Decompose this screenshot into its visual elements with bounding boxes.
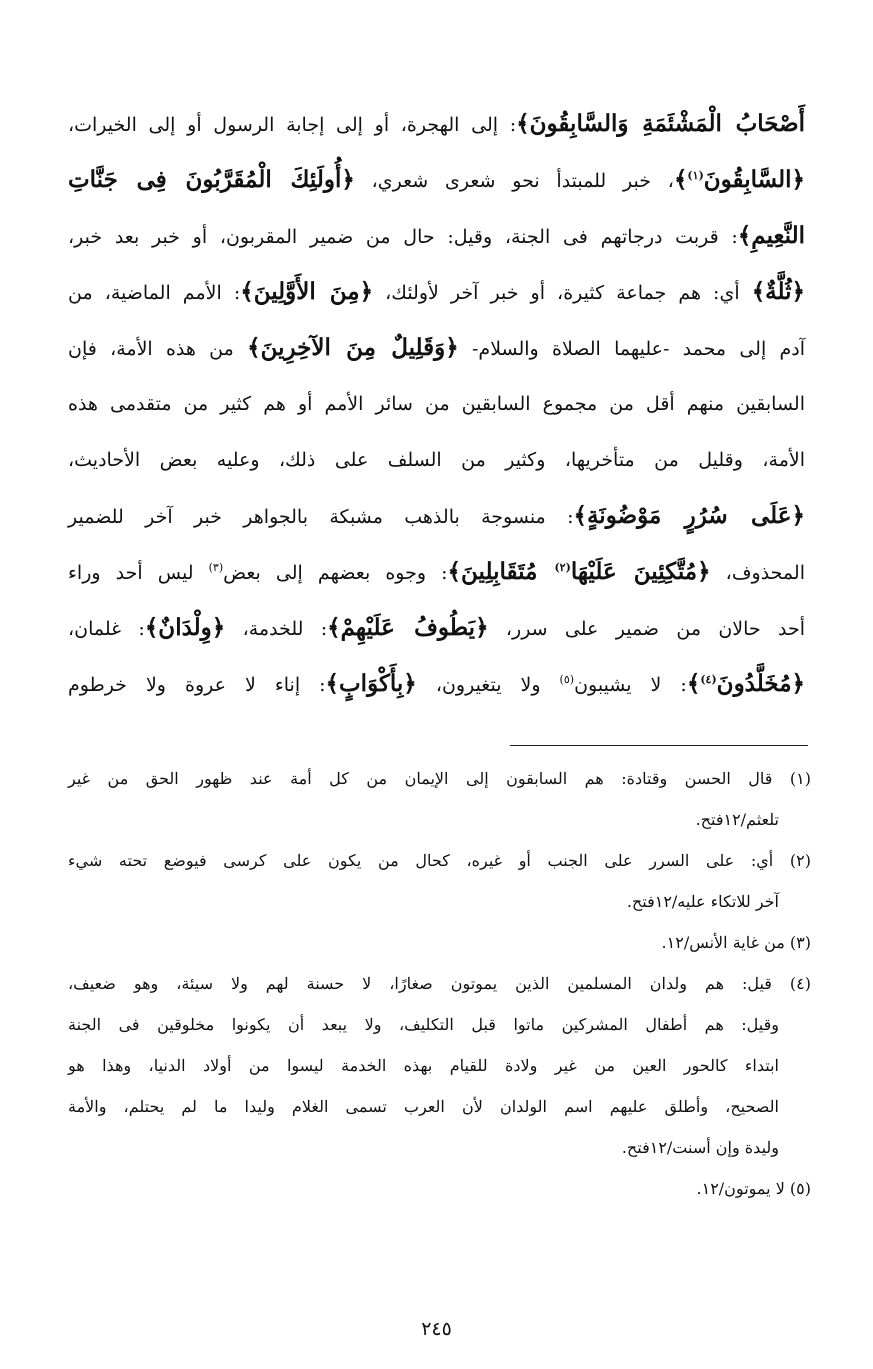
bracket: ﴾ [686, 670, 701, 697]
quran-word: مُتَقَابِلِينَ﴾ [447, 558, 555, 585]
quran-phrase [448, 558, 711, 585]
commentary-text: السابقين منهم أقل من مجموع السابقين من سائر الأمم أو هم كثير من متقدمى هذه [68, 393, 805, 415]
commentary-text: : منسوجة بالذهب مشبكة بالجواهر خبر آخر للضمير [68, 506, 574, 528]
quran-phrase: ﴿بِأَكْوَابٍ﴾ [325, 670, 417, 697]
page-number: ٢٤٥ [421, 1318, 452, 1340]
quran-phrase: ﴿وِلْدَانٌ﴾ [144, 614, 226, 641]
commentary-text: : غلمان، [68, 618, 145, 640]
text-line [68, 208, 805, 264]
footnote-separator [510, 745, 808, 746]
text-line [68, 488, 805, 544]
main-commentary [68, 96, 805, 712]
footnote-5 [68, 1168, 811, 1209]
footnote-line: (٤) قيل: هم ولدان المسلمين الذين يموتون صغارًا، لا حسنة لهم ولا سيئة، وهو ضعيف، [68, 974, 811, 993]
footnote-line: وقيل: هم أطفال المشركين ماتوا قبل التكليف، ولا يبعد أن يكونوا مخلوقين فى الجنة [68, 1015, 779, 1034]
footnote-ref: (٢) [554, 561, 571, 574]
commentary-text: : إناء لا عروة ولا خرطوم [68, 674, 326, 696]
footnote-1 [68, 758, 811, 840]
footnote-ref: (٣) [208, 561, 224, 574]
quran-phrase: ﴿يَطُوفُ عَلَيْهِمْ﴾ [327, 614, 489, 641]
quran-word: ﴿السَّابِقُونَ [703, 166, 805, 193]
footnote-line: وليدة وإن أسنت/١٢فتح. [621, 1138, 779, 1157]
footnote-ref: (٤) [700, 673, 717, 686]
footnote-line: الصحيح، وأطلق عليهم اسم الولدان لأن العرب تسمى الغلام وليدا ما لم يحتلم، والأمة [68, 1097, 779, 1116]
footnotes [68, 758, 811, 1209]
quran-word: ﴿مُخَلَّدُونَ [716, 670, 805, 697]
quran-phrase: ﴿وَقَلِيلٌ مِنَ الآخِرِينَ﴾ [247, 334, 459, 361]
commentary-text: : قربت درجاتهم فى الجنة، وقيل: حال من ضمير المقربون، أو خبر بعد خبر، [68, 226, 738, 248]
text-line [68, 264, 805, 320]
footnote-line: تلعثم/١٢فتح. [695, 810, 779, 829]
footnote-line: (٣) من غاية الأنس/١٢. [661, 933, 811, 952]
text-line [68, 656, 805, 712]
footnote-3 [68, 922, 811, 963]
commentary-text: أحد حالان من ضمير على سرر، [488, 618, 806, 640]
footnote-ref: (٥) [559, 673, 575, 686]
bracket: ﴾ [673, 166, 688, 193]
commentary-text: : الأمم الماضية، من [68, 282, 241, 304]
text-line [68, 432, 805, 488]
quran-phrase: النَّعِيمِ﴾ [737, 222, 805, 249]
footnote-2 [68, 840, 811, 922]
footnote-line: (١) قال الحسن وقتادة: هم السابقون إلى الإيمان من كل أمة عند ظهور الحق من غير [68, 769, 811, 788]
commentary-text: من هذه الأمة، فإن [68, 338, 248, 360]
quran-word: ﴿مُتَّكِئِينَ عَلَيْهَا [570, 558, 711, 585]
commentary-text: : للخدمة، [225, 618, 328, 640]
footnote-line: آخر للاتكاء عليه/١٢فتح. [626, 892, 779, 911]
commentary-text: أي: هم جماعة كثيرة، أو خبر آخر لأولئك، [373, 282, 752, 304]
quran-phrase: ﴿عَلَى سُرُرٍ مَوْضُونَةٍ﴾ [573, 502, 805, 529]
quran-phrase [674, 166, 805, 193]
quran-phrase: أَصْحَابُ الْمَشْئَمَةِ وَالسَّابِقُونَ﴾ [516, 110, 806, 137]
commentary-text: الأمة، وقليل من متأخريها، وكثير من السلف على ذلك، وعليه بعض الأحاديث، [68, 449, 805, 471]
quran-phrase: ﴿أُولَئِكَ الْمُقَرَّبُونَ فِى جَنَّاتِ [68, 166, 355, 193]
text-line [68, 96, 805, 152]
footnote-line: (٢) أي: على السرر على الجنب أو غيره، كحال من يكون على كرسى فيوضع تحته شيء [68, 851, 811, 870]
text-line [68, 544, 805, 600]
footnote-4 [68, 963, 811, 1168]
footnote-line: (٥) لا يموتون/١٢. [696, 1179, 811, 1198]
text-line [68, 600, 805, 656]
commentary-text: : لا يشيبون$^{(٥)}$ ولا يتغيرون، [416, 673, 687, 696]
commentary-text: : إلى الهجرة، أو إلى إجابة الرسول أو إلى الخيرات، [68, 114, 517, 136]
quran-phrase: ﴿ثُلَّةٌ﴾ [751, 278, 805, 305]
commentary-text: المحذوف، [710, 562, 805, 584]
text-line [68, 376, 805, 432]
quran-phrase: ﴿مِنَ الأَوَّلِينَ﴾ [240, 278, 374, 305]
commentary-text: : وجوه بعضهم إلى بعض$^{(٣)}$ ليس أحد وراء [68, 561, 448, 584]
text-line [68, 320, 805, 376]
text-line [68, 152, 805, 208]
footnote-line: ابتداء كالحور العين من غير ولادة للقيام بهذه الخدمة ليسوا من أولاد الدنيا، وهذا هو [68, 1056, 779, 1075]
quran-phrase [687, 670, 805, 697]
footnote-ref: (١) [687, 169, 704, 182]
commentary-text: ، خبر للمبتدأ نحو شعرى شعري، [354, 170, 674, 192]
commentary-text: آدم إلى محمد -عليهما الصلاة والسلام- [458, 338, 806, 360]
